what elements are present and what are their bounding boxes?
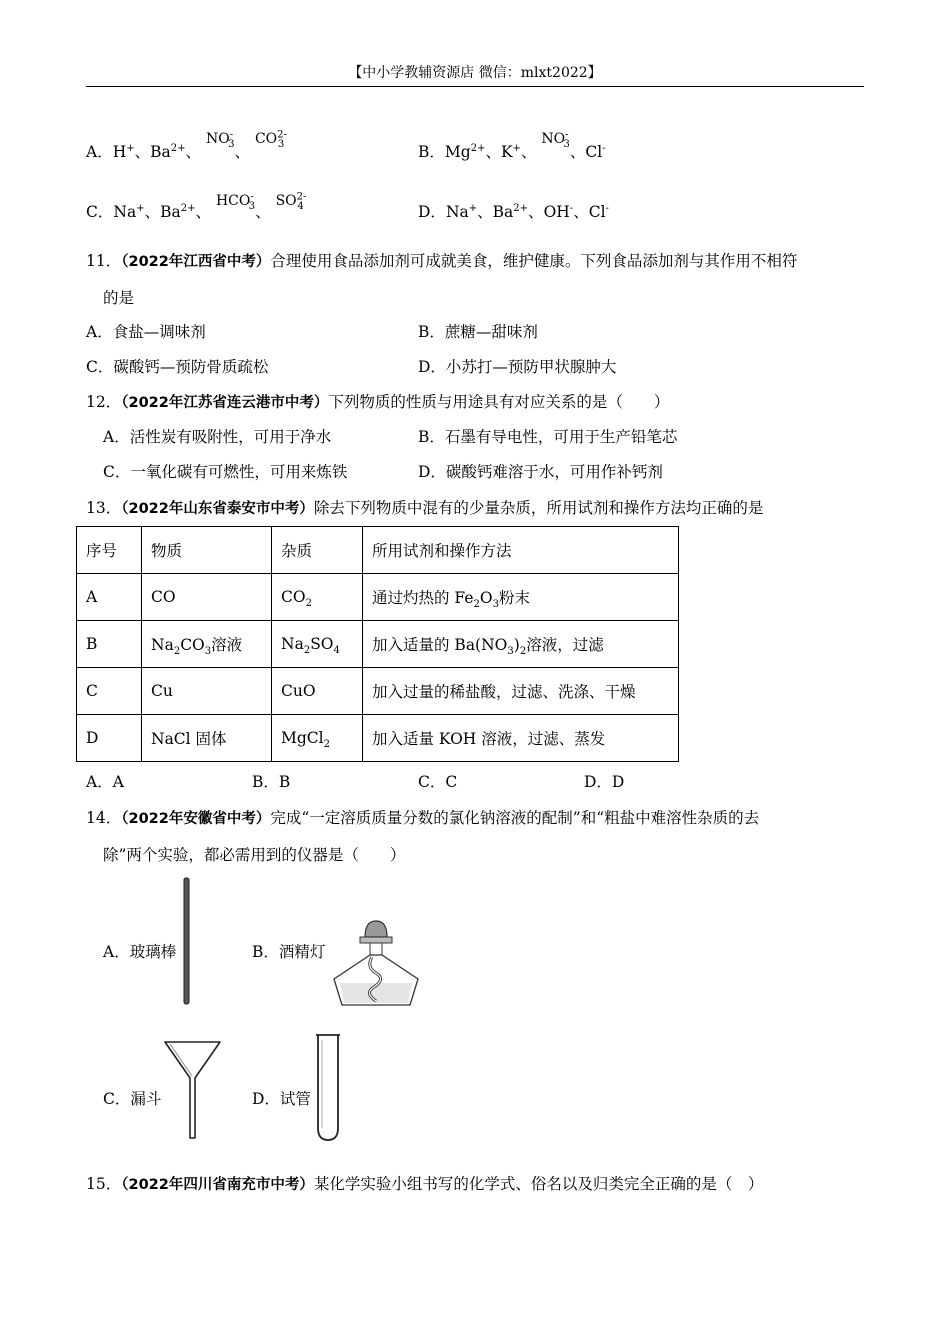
- q12-stem: 12．（2022年江苏省连云港市中考）下列物质的性质与用途具有对应关系的是（ ）: [86, 393, 670, 411]
- q11-option-d[interactable]: D．小苏打—预防甲状腺肿大: [418, 358, 617, 376]
- q13-option-c[interactable]: C．C: [418, 773, 458, 791]
- alcohol-lamp-icon: [330, 917, 420, 1009]
- q10-option-d[interactable]: D．Na+、$Ba^{2+}$、OH-、Cl-: [418, 202, 609, 221]
- q13-table: [76, 526, 679, 762]
- table-row: C Cu CuO 加入过量的稀盐酸，过滤、洗涤、干燥: [77, 668, 679, 715]
- q14-option-b[interactable]: B．酒精灯: [252, 943, 326, 961]
- q12-option-b[interactable]: B．石墨有导电性，可用于生产铅笔芯: [418, 428, 678, 446]
- q11-option-b[interactable]: B．蔗糖—甜味剂: [418, 323, 538, 341]
- q12-option-c[interactable]: C．一氧化碳有可燃性，可用来炼铁: [103, 463, 348, 481]
- q14-option-c[interactable]: C．漏斗: [103, 1090, 162, 1108]
- q14-stem: 14．（2022年安徽省中考）完成“一定溶质质量分数的氯化钠溶液的配制”和“粗盐中难溶性杂质的去: [86, 809, 760, 827]
- q12-option-d[interactable]: D．碳酸钙难溶于水，可用作补钙剂: [418, 463, 663, 481]
- q14-stem-cont: 除”两个实验，都必需用到的仪器是（ ）: [103, 846, 406, 864]
- glass-rod-icon: [180, 876, 194, 1006]
- q13-option-d[interactable]: D．D: [584, 773, 625, 791]
- q13-stem: 13．（2022年山东省泰安市中考）除去下列物质中混有的少量杂质，所用试剂和操作方法均正确的是: [86, 499, 764, 517]
- q14-option-a[interactable]: A．玻璃棒: [103, 943, 177, 961]
- table-row: A CO $CO_2$ 通过灼热的 $Fe_2O_3$粉末: [77, 574, 679, 621]
- q15-source: （2022年四川省南充市中考）: [121, 1177, 314, 1193]
- q15-stem: 15．（2022年四川省南充市中考）某化学实验小组书写的化学式、俗名以及归类完全正确的是（ ）: [86, 1175, 764, 1193]
- table-row: B $Na_2CO_3$溶液 $Na_2SO_4$ 加入适量的 $Ba(NO_3)_2$溶液，过滤: [77, 621, 679, 668]
- q12-source: （2022年江苏省连云港市中考）: [121, 395, 329, 411]
- header-rule: [86, 86, 864, 87]
- funnel-icon: [162, 1038, 224, 1142]
- q10-option-b[interactable]: B．$Mg^{2+}$、K+、 $NO^-_3$、Cl-: [418, 129, 606, 161]
- q14-source: （2022年安徽省中考）: [121, 811, 271, 827]
- q11-stem: 11．（2022年江西省中考）合理使用食品添加剂可成就美食，维护健康。下列食品添加剂与其作用不相符: [86, 252, 798, 270]
- q14-option-d[interactable]: D．试管: [252, 1090, 311, 1108]
- table-row: D NaCl 固体 MgCl$_2$ 加入适量 KOH 溶液，过滤、蒸发: [77, 715, 679, 762]
- q11-stem-cont: 的是: [103, 289, 135, 307]
- q12-option-a[interactable]: A．活性炭有吸附性，可用于净水: [103, 428, 332, 446]
- q13-source: （2022年山东省泰安市中考）: [121, 501, 314, 517]
- q10-option-a[interactable]: A．H+、$Ba^{2+}$、 $NO^-_3$、 $CO^{2-}_3$: [86, 129, 287, 161]
- q10-option-c[interactable]: C．Na+、$Ba^{2+}$、 $HCO^-_3$、 $SO^{2-}_4$: [86, 191, 307, 221]
- table-header-row: 序号 物质 杂质 所用试剂和操作方法: [77, 527, 679, 574]
- q11-option-c[interactable]: C．碳酸钙—预防骨质疏松: [86, 358, 269, 376]
- q13-option-b[interactable]: B．B: [252, 773, 291, 791]
- q13-option-a[interactable]: A．A: [86, 773, 124, 791]
- q11-source: （2022年江西省中考）: [121, 254, 271, 270]
- q11-option-a[interactable]: A．食盐—调味剂: [86, 323, 206, 341]
- page-header: 【中小学教辅资源店 微信：mlxt2022】: [348, 65, 602, 81]
- test-tube-icon: [314, 1032, 342, 1144]
